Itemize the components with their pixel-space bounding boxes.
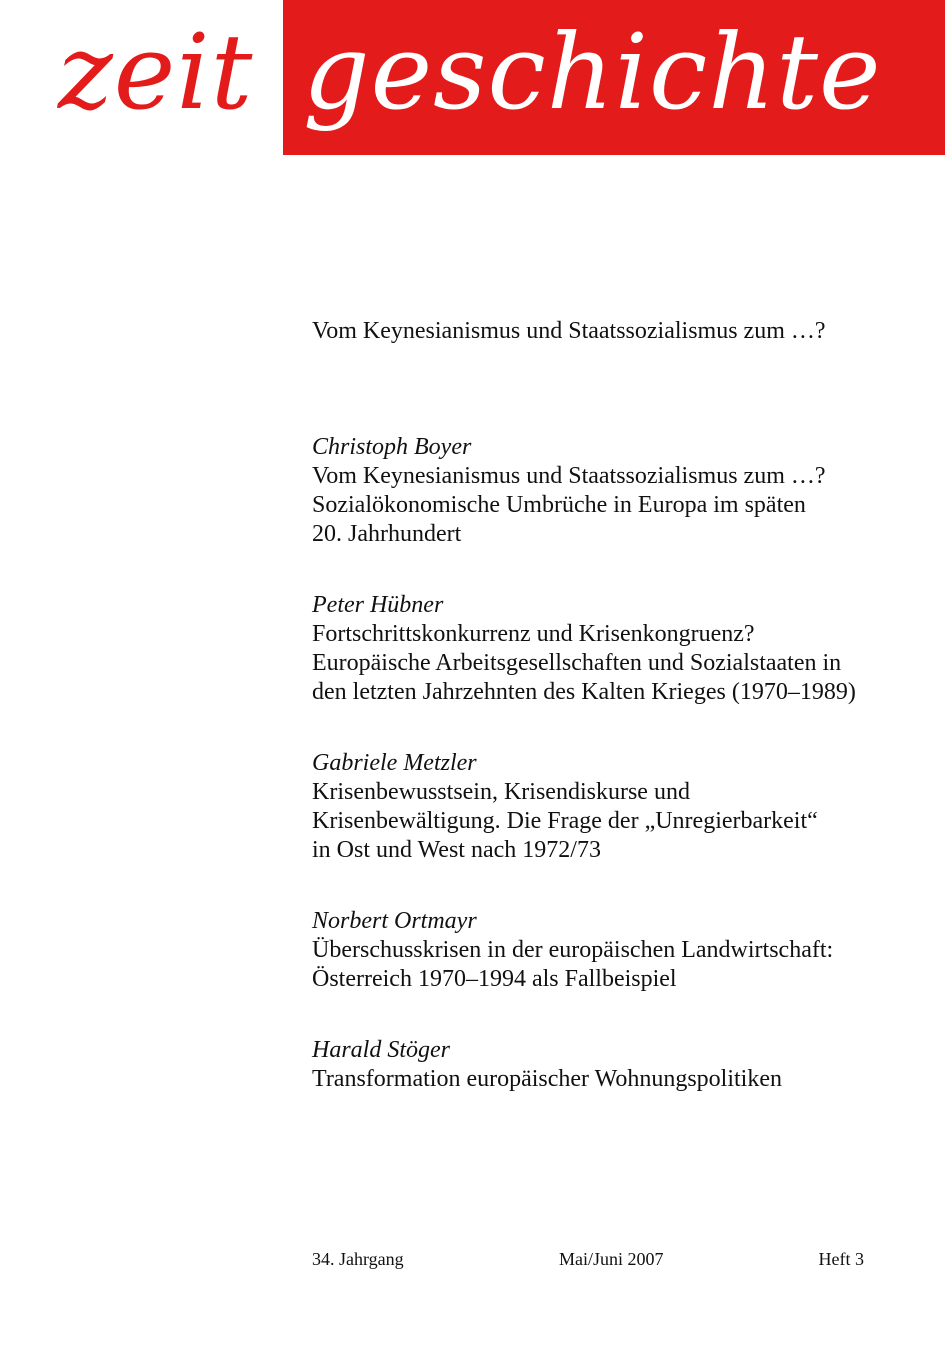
article-title (312, 1065, 912, 1094)
article-title (312, 620, 912, 707)
article-title (312, 936, 912, 994)
article-entry (312, 1036, 912, 1094)
article-title-line: Vom Keynesianismus und Staatssozialismus zum …? (312, 463, 826, 489)
article-author: Harald Stöger (312, 1037, 450, 1063)
article-title-line: den letzten Jahrzehnten des Kalten Krieges (1970–1989) (312, 679, 856, 705)
article-title (312, 462, 912, 549)
article-entry (312, 591, 912, 707)
article-title-line: 20. Jahrhundert (312, 521, 462, 547)
article-title-line: in Ost und West nach 1972/73 (312, 837, 601, 863)
article-title-line: Europäische Arbeitsgesellschaften und Sozialstaaten in (312, 650, 842, 676)
volume-label: 34. Jahrgang (312, 1249, 404, 1269)
issue-date: Mai/Juni 2007 (559, 1249, 664, 1269)
masthead-geschichte: geschichte (303, 11, 882, 133)
article-author: Christoph Boyer (312, 434, 472, 460)
article-title (312, 778, 912, 865)
article-title-line: Transformation europäischer Wohnungspolitiken (312, 1066, 783, 1092)
masthead-red-band (283, 0, 945, 155)
masthead-zeit: zeit (58, 11, 254, 133)
article-entry (312, 749, 912, 865)
article-entry (312, 907, 912, 994)
article-title-line: Fortschrittskonkurrenz und Krisenkongruenz? (312, 621, 755, 647)
table-of-contents (312, 317, 912, 1136)
issue-theme: Vom Keynesianismus und Staatssozialismus zum …? (312, 318, 826, 344)
article-title-line: Überschusskrisen in der europäischen Landwirtschaft: (312, 937, 834, 963)
issue-number: Heft 3 (818, 1249, 864, 1269)
article-title-line: Krisenbewusstsein, Krisendiskurse und (312, 779, 690, 805)
article-author: Norbert Ortmayr (312, 908, 477, 934)
article-title-line: Österreich 1970–1994 als Fallbeispiel (312, 966, 677, 992)
article-title-line: Krisenbewältigung. Die Frage der „Unregierbarkeit“ (312, 808, 818, 834)
article-entry (312, 433, 912, 549)
article-author: Gabriele Metzler (312, 750, 477, 776)
article-title-line: Sozialökonomische Umbrüche in Europa im späten (312, 492, 806, 518)
article-author: Peter Hübner (312, 592, 444, 618)
